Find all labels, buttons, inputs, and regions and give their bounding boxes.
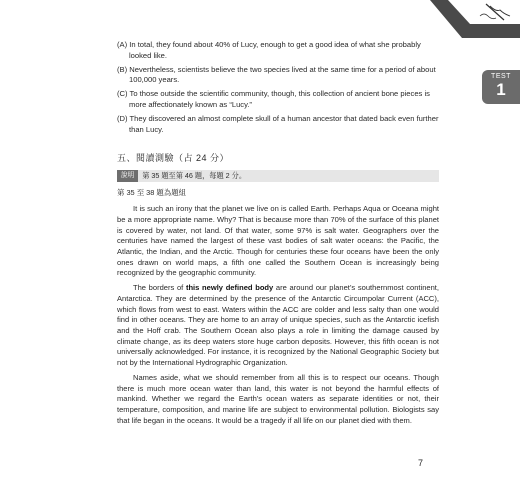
test-side-tab (482, 70, 520, 104)
passage-paragraph-3: Names aside, what we should remember from all this is to respect our oceans. Though there is much more ocean water than land, this water is not beyond the harmful effects of mankind. Whether we regard the Earth’s ocean waters as separate identities or not, their temperature, composition, and marine life are subject to environmental pollution. Biologists say that life began in the oceans. It would be a tragedy if all life on our planet died with them. (117, 372, 439, 425)
option-a: (A) In total, they found about 40% of Lucy, enough to get a good idea of what she probably looked like. (117, 40, 421, 60)
instruction-bar (117, 170, 439, 182)
option-c: (C) To those outside the scientific community, though, this collection of ancient bone pieces is more affectionately known as “Lucy.” (117, 89, 430, 109)
section-title: 五、閱讀測驗（占 24 分） (117, 153, 230, 164)
test-tab-number: 1 (496, 80, 506, 99)
page-content (117, 40, 439, 430)
option-b: (B) Nevertheless, scientists believe the two species lived at the same time for a period of about 100,000 years. (117, 64, 436, 85)
corner-decoration (400, 0, 520, 38)
passage-paragraph-1: It is such an irony that the planet we live on is called Earth. Perhaps Aqua or Oceana might be a more appropriate name. Why? That is because more than 70% of the surface of this planet is covered by water, not land. Of that water, some 97% is salt water. Geographers over the centuries have named the largest of these vast bodies of salt water oceans: the Pacific, the Atlantic, the Indian, and the Arctic. Though for centuries these four oceans have been the only ones drawn on world maps, a fifth one called the Southern Ocean is increasingly being recognized by the geographic community. (117, 204, 439, 278)
passage-paragraph-2: The borders of this newly defined body are around our planet’s southernmost continent, Antarctica. They are determined by the presence of the Antarctic Circumpolar Current (ACC), which flows from west to east. Waters within the ACC are colder and less salty than one would find in other oceans. They are home to an array of unique species, such as the Antarctic icefish and the Hoff crab. The Southern Ocean also plays a role in limiting the damage caused by climate change, as its deep waters store huge carbon deposits. However, this fifth ocean is not universally acknowledged. For instance, it is recognized by the National Geographic Society but not by the International Hydrographic Organization. (117, 283, 439, 368)
group-heading: 第 35 至 38 題為題組 (117, 188, 186, 198)
instruction-tag: 說明 (117, 170, 138, 182)
instruction-text: 第 35 題至第 46 題，每題 2 分。 (142, 171, 247, 181)
highlighted-phrase: this newly defined body (185, 283, 274, 293)
option-d: (D) They discovered an almost complete skull of a human ancestor that dated back even further than Lucy. (117, 114, 439, 134)
page-number: 7 (418, 458, 424, 468)
test-tab-label: TEST (491, 73, 511, 80)
